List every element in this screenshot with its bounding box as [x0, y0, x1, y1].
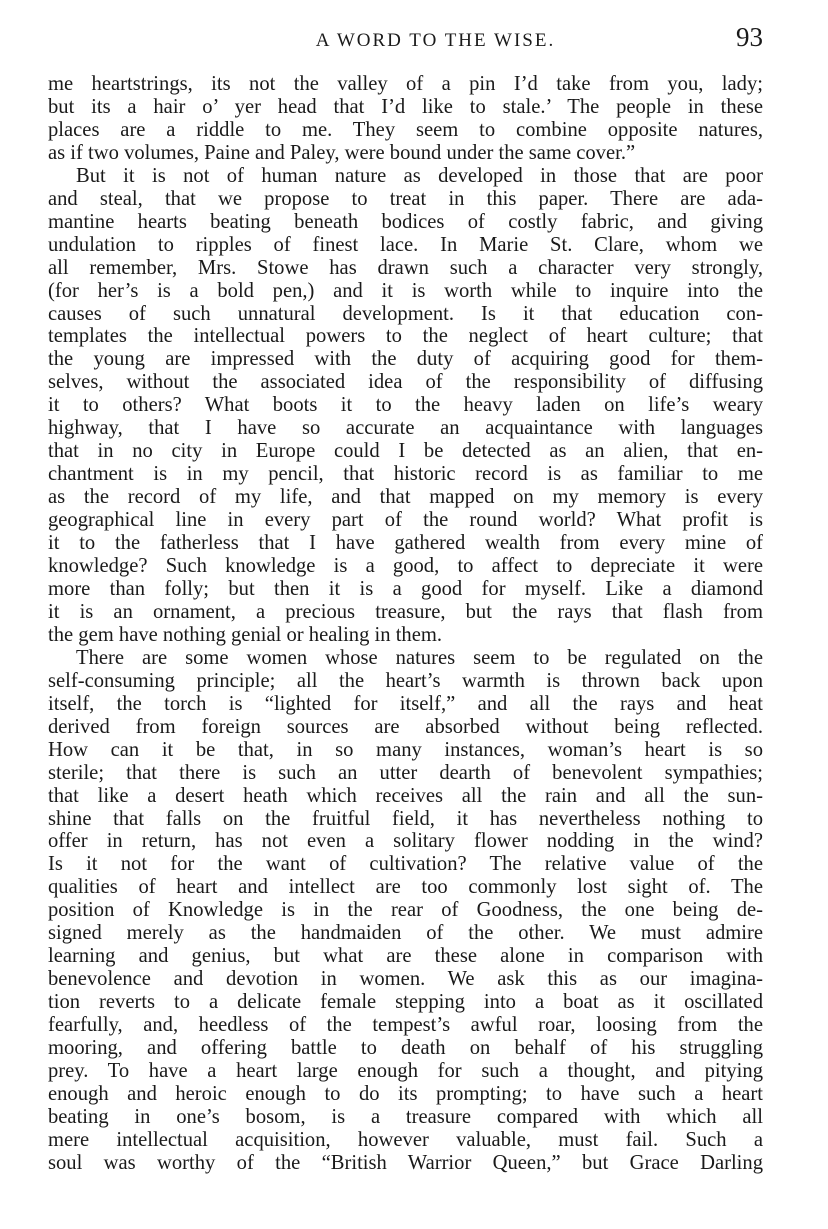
text-line: itself, the torch is “lighted for itself,” and all the rays and heat — [48, 692, 763, 715]
text-line: But it is not of human nature as developed in those that are poor — [76, 164, 763, 187]
text-line: signed merely as the handmaiden of the other. We must admire — [48, 922, 763, 945]
text-line: and steal, that we propose to treat in this paper. There are ada- — [48, 187, 763, 210]
text-line: benevolence and devotion in women. We ask this as our imagina- — [48, 968, 763, 991]
text-line: knowledge? Such knowledge is a good, to affect to depreciate it were — [48, 555, 763, 578]
text-line: learning and genius, but what are these alone in comparison with — [48, 945, 763, 968]
text-line: the gem have nothing genial or healing in them. — [48, 623, 443, 646]
text-line: selves, without the associated idea of the responsibility of diffusing — [48, 371, 763, 394]
text-line: shine that falls on the fruitful field, it has nevertheless nothing to — [48, 807, 763, 830]
text-line: highway, that I have so accurate an acquaintance with languages — [48, 417, 763, 440]
text-line: all remember, Mrs. Stowe has drawn such a character very strongly, — [48, 256, 763, 279]
text-line: the young are impressed with the duty of acquiring good for them- — [48, 348, 763, 371]
text-line: Is it not for the want of cultivation? The relative value of the — [48, 853, 763, 876]
text-line: as the record of my life, and that mapped on my memory is every — [48, 486, 763, 509]
text-line: as if two volumes, Paine and Paley, were bound under the same cover.” — [48, 141, 636, 164]
text-line: fearfully, and, heedless of the tempest’s awful roar, loosing from the — [48, 1014, 763, 1037]
text-line: enough and heroic enough to do its prompting; to have such a heart — [48, 1082, 763, 1105]
text-line: mooring, and offering battle to death on behalf of his struggling — [48, 1037, 763, 1060]
text-line: There are some women whose natures seem to be regulated on the — [76, 646, 763, 669]
text-line: mere intellectual acquisition, however valuable, must fail. Such a — [48, 1128, 763, 1151]
text-line: causes of such unnatural development. Is it that education con- — [48, 302, 763, 325]
page-number: 93 — [736, 22, 763, 52]
text-line: qualities of heart and intellect are too commonly lost sight of. The — [48, 876, 763, 899]
body-text — [48, 73, 763, 1175]
text-line: places are a riddle to me. They seem to combine opposite natures, — [48, 118, 763, 141]
text-line: more than folly; but then it is a good for myself. Like a diamond — [48, 577, 763, 600]
text-line: chantment is in my pencil, that historic record is as familiar to me — [48, 463, 763, 486]
text-line: it is an ornament, a precious treasure, but the rays that flash from — [48, 600, 763, 623]
text-line: it to the fatherless that I have gathered wealth from every mine of — [48, 532, 763, 555]
text-line: prey. To have a heart large enough for such a thought, and pitying — [48, 1059, 763, 1082]
text-line: tion reverts to a delicate female stepping into a boat as it oscillated — [48, 991, 763, 1014]
text-line: templates the intellectual powers to the neglect of heart culture; that — [48, 325, 763, 348]
text-line: soul was worthy of the “British Warrior Queen,” but Grace Darling — [48, 1151, 763, 1174]
text-line: offer in return, has not even a solitary flower nodding in the wind? — [48, 830, 763, 853]
text-line: that like a desert heath which receives all the rain and all the sun- — [48, 784, 763, 807]
page-header — [48, 22, 763, 56]
text-line: self-consuming principle; all the heart’s warmth is thrown back upon — [48, 669, 763, 692]
text-line: that in no city in Europe could I be detected as an alien, that en- — [48, 440, 763, 463]
text-line: derived from foreign sources are absorbed without being reflected. — [48, 715, 763, 738]
text-line: (for her’s is a bold pen,) and it is worth while to inquire into the — [48, 279, 763, 302]
text-line: undulation to ripples of finest lace. In Marie St. Clare, whom we — [48, 233, 763, 256]
text-line: How can it be that, in so many instances, woman’s heart is so — [48, 738, 763, 761]
text-line: me heartstrings, its not the valley of a pin I’d take from you, lady; — [48, 73, 763, 95]
text-line: beating in one’s bosom, is a treasure compared with which all — [48, 1105, 763, 1128]
text-line: position of Knowledge is in the rear of Goodness, the one being de- — [48, 899, 763, 922]
text-line: geographical line in every part of the round world? What profit is — [48, 509, 763, 532]
text-line: but its a hair o’ yer head that I’d like to stale.’ The people in these — [48, 95, 763, 118]
running-head: A WORD TO THE WISE. — [315, 30, 556, 51]
text-line: sterile; that there is such an utter dearth of benevolent sympathies; — [48, 761, 763, 784]
text-line: it to others? What boots it to the heavy laden on life’s weary — [48, 394, 763, 417]
text-line: mantine hearts beating beneath bodices of costly fabric, and giving — [48, 210, 763, 233]
